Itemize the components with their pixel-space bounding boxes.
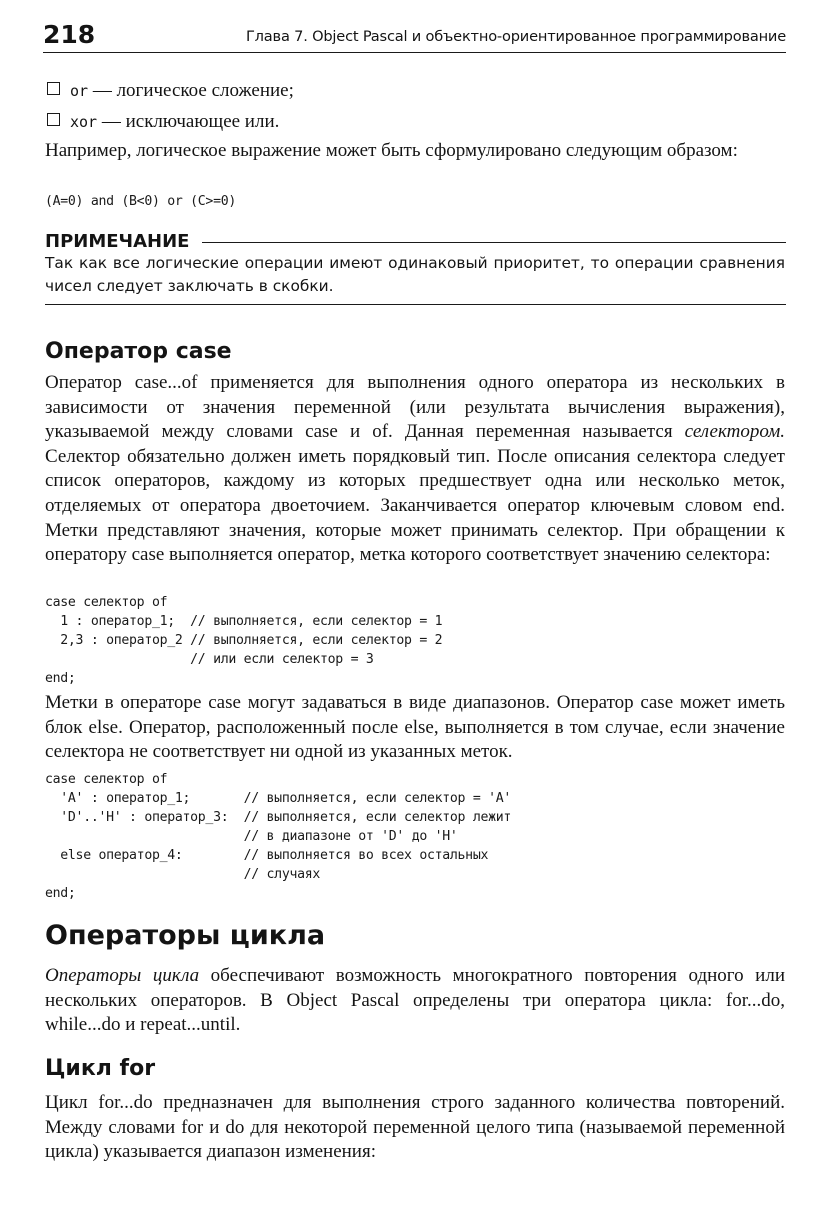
intro-paragraph: Например, логическое выражение может быть сформулировано следующим образом: (45, 140, 738, 161)
checkbox-bullet-icon (47, 82, 60, 95)
bullet-item-or (47, 78, 294, 104)
loops-text: обеспечивают возможность многократного повторения одного или нескольких операторов. В Object Pascal определены три оператора цикла: for...do, while...do и repeat...until. (45, 965, 785, 1036)
case-p1-rest: Селектор обязательно должен иметь порядковый тип. После описания селектора следует список операторов, каждому из которых предшествует одна или несколько меток, отделяемых от оператора двоеточием. Заканчивается оператор ключевым словом end. Метки представляют значения, которые может принимать селектор. При обращении к оператору case выполняется оператор, метка которого соответствует значению селектора: (45, 445, 785, 566)
page-header (43, 18, 786, 53)
loops-paragraph (45, 964, 785, 1038)
case-paragraph-2: Метки в операторе case могут задаваться в виде диапазонов. Оператор case может иметь блок else. Оператор, расположенный после else, выполняется в том случае, если значение селектора не соответствует ни одной из указанных меток. (45, 692, 785, 763)
for-heading: Цикл for (45, 1056, 156, 1081)
case-code-1: case селектор of 1 : оператор_1; // выполняется, если селектор = 1 2,3 : оператор_2 // выполняется, если селектор = 2 // или если селектор = 3 end; (45, 595, 443, 686)
bullet-text: — исключающее или. (97, 111, 280, 132)
for-paragraph: Цикл for...do предназначен для выполнения строго заданного количества повторений. Между словами for и do для некоторой переменной целого типа (называемой переменной цикла) указывается диапазон изменения: (45, 1092, 785, 1163)
case-heading: Оператор case (45, 339, 232, 364)
checkbox-bullet-icon (47, 113, 60, 126)
bullet-keyword: xor (70, 113, 98, 131)
note-title: ПРИМЕЧАНИЕ (45, 231, 190, 252)
loops-heading: Операторы цикла (45, 920, 326, 951)
case-p1-start: Оператор case...of применяется для выполнения одного оператора из нескольких в зависимости от значения переменной (или результата вычисления выражения), указываемой между словами case и of. Данная переменная называется (45, 372, 785, 443)
case-code-2: case селектор of 'A' : оператор_1; // выполняется, если селектор = 'A' 'D'..'H' : оператор_3: // выполняется, если селектор лежит // в диапазоне от 'D' до 'H' else оператор_4: // выполняется во всех остальных // случаях end; (45, 772, 512, 901)
case-paragraph-1 (45, 371, 785, 568)
bullet-keyword: or (70, 82, 89, 100)
bullet-item-xor (47, 109, 279, 135)
note-text: Так как все логические операции имеют одинаковый приоритет, то операции сравнения чисел следует заключать в скобки. (45, 254, 785, 295)
bullet-text: — логическое сложение; (88, 80, 294, 101)
note-top-rule (202, 242, 786, 243)
page-number: 218 (43, 20, 96, 49)
running-title: Глава 7. Object Pascal и объектно-ориентированное программирование (245, 28, 786, 45)
note-bottom-rule (45, 304, 786, 305)
selector-term: селектором. (684, 421, 785, 443)
loops-term: Операторы цикла (45, 965, 200, 986)
intro-code: (A=0) and (B<0) or (C>=0) (45, 194, 236, 209)
